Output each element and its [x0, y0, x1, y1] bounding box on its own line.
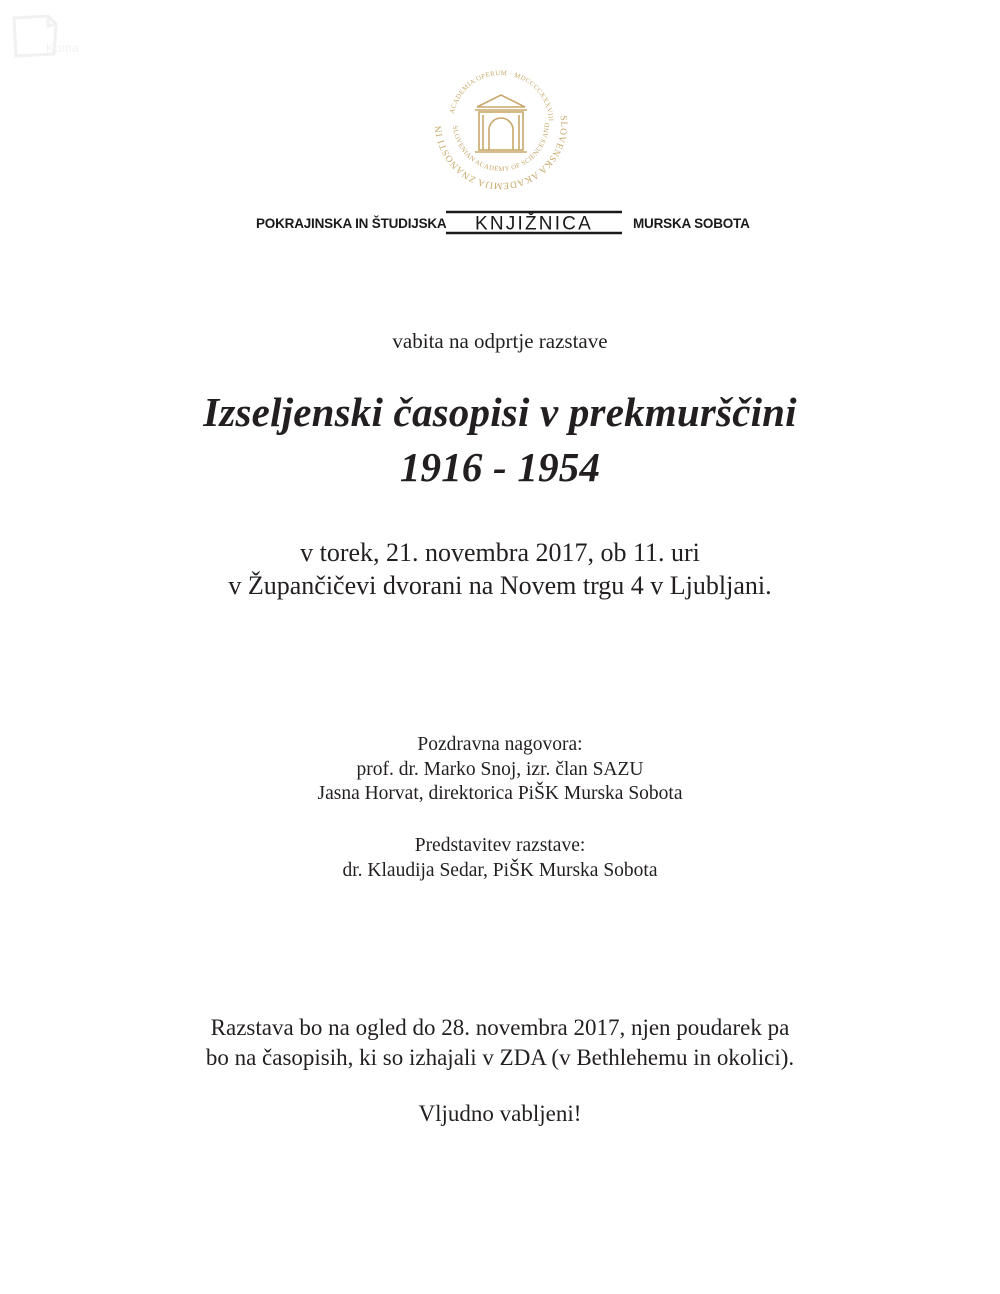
closing-line-2: bo na časopisih, ki so izhajali v ZDA (v Bethlehemu in okolici). — [205, 1045, 795, 1070]
seal-inner-top-text: ACADEMIA OPERUM · MDCCCCXXXVIII — [448, 69, 554, 122]
closing-line-1: Razstava bo na ogled do 28. novembra 2017, njen poudarek pa — [210, 1015, 790, 1040]
event-date-time: v torek, 21. novembra 2017, ob 11. uri — [300, 538, 700, 567]
closing-note — [0, 1013, 1000, 1073]
presentation-heading: Predstavitev razstave: — [414, 835, 586, 856]
watermark — [8, 10, 118, 62]
greetings-speaker-2: Jasna Horvat, direktorica PiŠK Murska Sobota — [317, 783, 683, 804]
exhibition-title-years: 1916 - 1954 — [399, 444, 601, 490]
exhibition-title-line1: Izseljenski časopisi v prekmurščini — [203, 389, 797, 435]
greetings-heading: Pozdravna nagovora: — [417, 734, 583, 755]
library-logo-text: KNJIŽNICA — [475, 213, 593, 235]
event-venue: v Župančičevi dvorani na Novem trgu 4 v Ljubljani. — [228, 571, 772, 600]
library-name-left: POKRAJINSKA IN ŠTUDIJSKA — [256, 216, 447, 231]
invitation-intro: vabita na odprtje razstave — [392, 329, 608, 353]
presentation-section — [0, 834, 1000, 883]
seal-outer-text: SLOVENSKA AKADEMIJA ZNANOSTI IN — [433, 115, 569, 191]
exhibition-title — [0, 385, 1000, 495]
library-name-right: MURSKA SOBOTA — [633, 216, 750, 231]
academy-arch-icon — [475, 95, 527, 152]
seal-inner-bottom-text: SLOVENIAN ACADEMY OF SCIENCES AND — [451, 122, 552, 174]
greetings-section — [0, 733, 1000, 807]
greetings-speaker-1: prof. dr. Marko Snoj, izr. član SAZU — [356, 758, 644, 780]
academy-seal — [433, 55, 569, 191]
event-details — [0, 536, 1000, 602]
presentation-speaker: dr. Klaudija Sedar, PiŠK Murska Sobota — [342, 859, 658, 881]
closing-greeting: Vljudno vabljeni! — [418, 1101, 582, 1126]
library-logo — [444, 209, 624, 235]
watermark-text: Koma — [46, 41, 80, 55]
library-logo-line — [0, 207, 1000, 237]
